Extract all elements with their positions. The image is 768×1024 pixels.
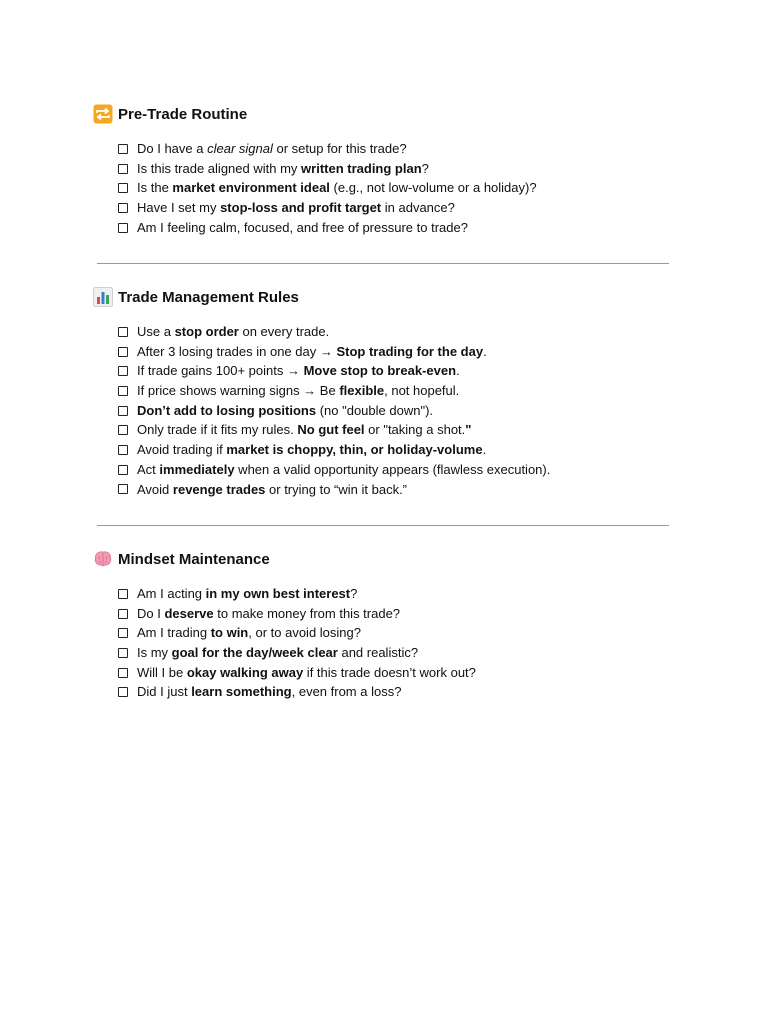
text-segment: on every trade. — [238, 324, 330, 339]
checklist-item — [118, 623, 673, 643]
checkbox[interactable] — [118, 203, 128, 213]
checklist-item-text — [137, 623, 361, 643]
text-segment: or "taking a shot. — [364, 422, 466, 438]
checklist-item — [118, 139, 673, 159]
text-segment: , or to avoid losing? — [248, 625, 361, 641]
text-segment: Only trade if it fits my rules. — [137, 422, 298, 438]
text-segment: or setup for this trade? — [272, 141, 407, 156]
text-segment: okay walking away — [186, 664, 304, 680]
text-segment: in advance? — [381, 200, 455, 216]
checkbox[interactable] — [118, 445, 128, 455]
checklist-item — [118, 218, 673, 238]
bar-chart-icon — [93, 287, 113, 307]
text-segment: if this trade doesn’t work out? — [303, 664, 476, 680]
text-segment: . — [456, 363, 460, 379]
checklist-item-text — [137, 401, 433, 421]
checklist-item — [118, 460, 673, 480]
text-segment: written trading plan — [301, 160, 422, 176]
text-segment: or trying to “win it back.” — [265, 481, 408, 497]
text-segment: Move stop to break-even — [303, 363, 457, 379]
text-segment: If trade gains 100+ points → — [137, 363, 304, 379]
text-segment: ? — [350, 586, 358, 601]
text-segment: , not hopeful. — [384, 383, 460, 399]
text-segment: ? — [421, 160, 429, 176]
checklist-item — [118, 361, 673, 381]
checkbox[interactable] — [118, 668, 128, 678]
checklist-item-text — [137, 440, 486, 460]
checklist-item-text — [137, 643, 418, 663]
checklist-item-text — [137, 322, 329, 342]
text-segment: Don’t add to losing positions — [137, 402, 317, 418]
section-divider — [97, 263, 669, 264]
text-segment: , even from a loss? — [291, 684, 402, 700]
text-segment: in my own best interest — [205, 586, 351, 601]
checkbox[interactable] — [118, 628, 128, 638]
text-segment: when a valid opportunity appears (flawless execution). — [234, 461, 551, 477]
text-segment: Use a — [137, 324, 175, 339]
section-divider — [97, 525, 669, 526]
checklist-item — [118, 322, 673, 342]
checklist-item — [118, 178, 673, 198]
text-segment: Have I set my — [137, 200, 221, 216]
text-segment: to win — [210, 625, 249, 641]
text-segment: Will I be — [137, 664, 187, 680]
checklist-item — [118, 480, 673, 500]
checklist-item-text — [137, 218, 468, 238]
checkbox[interactable] — [118, 164, 128, 174]
text-segment: Act — [137, 461, 160, 477]
checkbox[interactable] — [118, 609, 128, 619]
checkbox[interactable] — [118, 589, 128, 599]
checklist-item — [118, 643, 673, 663]
text-segment: Did I just — [137, 684, 192, 700]
checklist-item-text — [137, 361, 460, 381]
checklist-item — [118, 198, 673, 218]
text-segment: . — [483, 343, 487, 359]
text-segment: Do I have a — [137, 141, 208, 156]
checkbox[interactable] — [118, 327, 128, 337]
text-segment: immediately — [159, 461, 235, 477]
text-segment: (e.g., not low-volume or a holiday)? — [329, 180, 537, 196]
checkbox[interactable] — [118, 484, 128, 494]
checklist-item-text — [137, 460, 550, 480]
section-heading — [93, 103, 673, 125]
checklist-item-text — [137, 381, 459, 401]
text-segment: " — [465, 422, 472, 438]
text-segment: No gut feel — [297, 422, 365, 438]
text-segment: stop order — [174, 324, 239, 339]
checklist-item-text — [137, 584, 357, 604]
checklist-item-text — [137, 178, 537, 198]
text-segment: flexible — [339, 383, 385, 399]
checklist — [118, 139, 673, 237]
checklist-item-text — [137, 342, 487, 362]
text-segment: clear signal — [207, 141, 273, 156]
section-title: Trade Management Rules — [118, 288, 299, 306]
checkbox[interactable] — [118, 406, 128, 416]
text-segment: Is my — [137, 645, 172, 661]
checkbox[interactable] — [118, 144, 128, 154]
text-segment: Avoid trading if — [137, 442, 227, 458]
checkbox[interactable] — [118, 183, 128, 193]
checklist-item — [118, 440, 673, 460]
checkbox[interactable] — [118, 386, 128, 396]
text-segment: Am I feeling calm, focused, and free of pressure to trade? — [137, 219, 468, 235]
text-segment: and realistic? — [337, 645, 419, 661]
checklist-item-text — [137, 198, 455, 218]
section-mindset-maintenance — [93, 548, 673, 702]
checklist-item-text — [137, 604, 400, 624]
text-segment: goal for the day/week clear — [171, 645, 338, 661]
text-segment: market is choppy, thin, or holiday-volume — [226, 442, 483, 458]
text-segment: market environment ideal — [172, 180, 330, 196]
text-segment: stop-loss and profit target — [220, 200, 382, 216]
checklist-item — [118, 159, 673, 179]
checkbox[interactable] — [118, 687, 128, 697]
checklist-item — [118, 584, 673, 604]
checklist-item-text — [137, 480, 407, 500]
checklist-item — [118, 401, 673, 421]
text-segment: Avoid — [137, 481, 173, 497]
section-trade-management-rules — [93, 286, 673, 499]
checkbox[interactable] — [118, 465, 128, 475]
text-segment: Do I — [137, 605, 165, 621]
section-pre-trade-routine — [93, 103, 673, 237]
refresh-arrows-icon — [93, 104, 113, 124]
text-segment: (no "double down"). — [316, 402, 434, 418]
text-segment: revenge trades — [172, 481, 266, 497]
brain-icon — [93, 549, 113, 569]
text-segment: . — [482, 442, 487, 458]
text-segment: Is this trade aligned with my — [137, 160, 302, 176]
checkbox[interactable] — [118, 366, 128, 376]
text-segment: deserve — [164, 605, 214, 621]
section-title: Pre-Trade Routine — [118, 105, 248, 123]
checklist-item — [118, 682, 673, 702]
checklist-item-text — [137, 159, 429, 179]
text-segment: After 3 losing trades in one day → — [137, 343, 337, 359]
checklist — [118, 584, 673, 702]
text-segment: Is the — [137, 180, 173, 196]
checklist-item — [118, 381, 673, 401]
section-heading — [93, 548, 673, 570]
checklist-item — [118, 342, 673, 362]
checklist-item-text — [137, 420, 471, 440]
checklist — [118, 322, 673, 499]
text-segment: Am I trading — [137, 625, 211, 641]
checklist-item — [118, 604, 673, 624]
section-title: Mindset Maintenance — [118, 550, 270, 568]
text-segment: Stop trading for the day — [336, 343, 484, 359]
checkbox[interactable] — [118, 648, 128, 658]
section-heading — [93, 286, 673, 308]
checkbox[interactable] — [118, 347, 128, 357]
text-segment: to make money from this trade? — [213, 605, 401, 621]
checklist-item — [118, 420, 673, 440]
checkbox[interactable] — [118, 425, 128, 435]
checklist-item-text — [137, 663, 476, 683]
text-segment: learn something — [191, 684, 292, 700]
text-segment: If price shows warning signs → Be — [137, 383, 340, 399]
checklist-item — [118, 663, 673, 683]
checkbox[interactable] — [118, 223, 128, 233]
checklist-item-text — [137, 682, 401, 702]
text-segment: Am I acting — [137, 586, 206, 601]
checklist-item-text — [137, 139, 407, 159]
